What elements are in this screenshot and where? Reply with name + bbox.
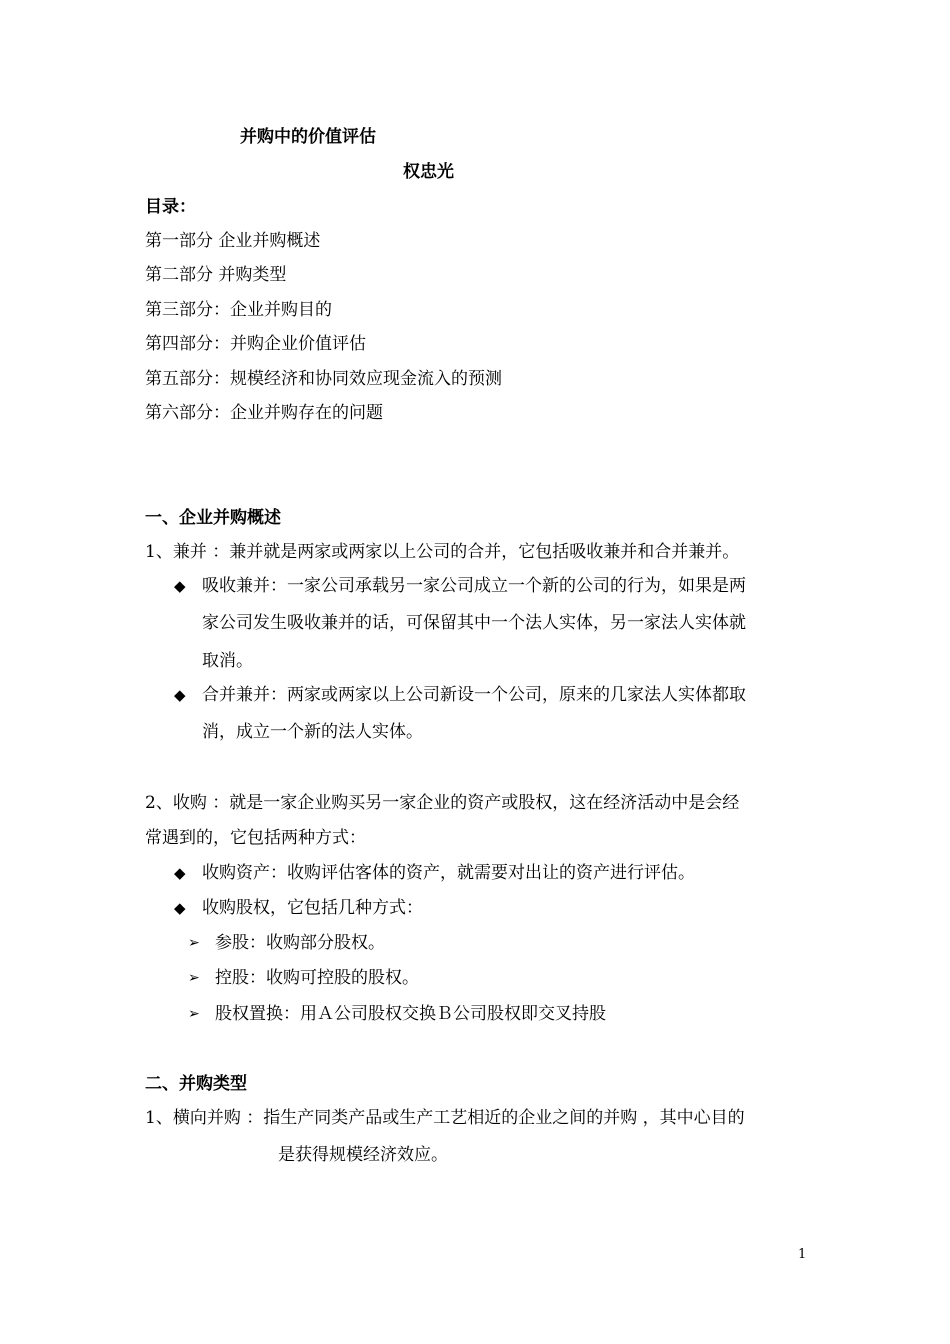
section2-horizontal-merger-line1: 1、横向并购 ：指生产同类产品或生产工艺相近的企业之间的并购 ，其中心目的 (145, 1108, 745, 1128)
bullet-equity-acquisition: 收购股权，它包括几种方式： (202, 898, 423, 918)
toc-heading: 目录： (145, 197, 196, 217)
bullet-absorb-merger-line3: 取消。 (202, 651, 253, 671)
arrow-item-controlling-stake: 控股：收购可控股的股权。 (215, 968, 419, 988)
bullet-consolidation-line1: 合并兼并：两家或两家以上公司新设一个公司，原来的几家法人实体都取 (202, 685, 746, 705)
arrow-bullet-icon: ➢ (188, 970, 200, 986)
toc-item-3: 第三部分：企业并购目的 (145, 300, 332, 320)
toc-item-5: 第五部分：规模经济和协同效应现金流入的预测 (145, 369, 502, 389)
arrow-item-minority-stake: 参股：收购部分股权。 (215, 933, 385, 953)
diamond-bullet-icon: ◆ (174, 899, 186, 917)
document-author: 权忠光 (403, 162, 454, 182)
section2-horizontal-merger-line2: 是获得规模经济效应。 (278, 1145, 448, 1165)
section1-heading: 一、企业并购概述 (145, 508, 281, 528)
section2-heading: 二、并购类型 (145, 1074, 247, 1094)
document-title: 并购中的价值评估 (240, 127, 376, 147)
arrow-bullet-icon: ➢ (188, 1006, 200, 1022)
diamond-bullet-icon: ◆ (174, 864, 186, 882)
arrow-item-share-swap: 股权置换：用Ａ公司股权交换Ｂ公司股权即交叉持股 (215, 1004, 606, 1024)
toc-item-1: 第一部分 企业并购概述 (145, 231, 321, 251)
bullet-asset-acquisition: 收购资产：收购评估客体的资产，就需要对出让的资产进行评估。 (202, 863, 695, 883)
diamond-bullet-icon: ◆ (174, 686, 186, 704)
toc-item-6: 第六部分：企业并购存在的问题 (145, 403, 383, 423)
section1-paragraph-acquisition-line1: 2、收购 ：就是一家企业购买另一家企业的资产或股权，这在经济活动中是会经 (145, 793, 740, 813)
section1-paragraph-acquisition-line2: 常遇到的，它包括两种方式： (145, 828, 366, 848)
section1-paragraph-merger: 1、兼并 ：兼并就是两家或两家以上公司的合并，它包括吸收兼并和合并兼并。 (145, 542, 740, 562)
bullet-consolidation-line2: 消，成立一个新的法人实体。 (202, 722, 423, 742)
page-number: 1 (798, 1247, 807, 1262)
bullet-absorb-merger-line2: 家公司发生吸收兼并的话，可保留其中一个法人实体，另一家法人实体就 (202, 613, 746, 633)
arrow-bullet-icon: ➢ (188, 935, 200, 951)
diamond-bullet-icon: ◆ (174, 577, 186, 595)
toc-item-4: 第四部分：并购企业价值评估 (145, 334, 366, 354)
toc-item-2: 第二部分 并购类型 (145, 265, 287, 285)
bullet-absorb-merger-line1: 吸收兼并：一家公司承载另一家公司成立一个新的公司的行为，如果是两 (202, 576, 746, 596)
